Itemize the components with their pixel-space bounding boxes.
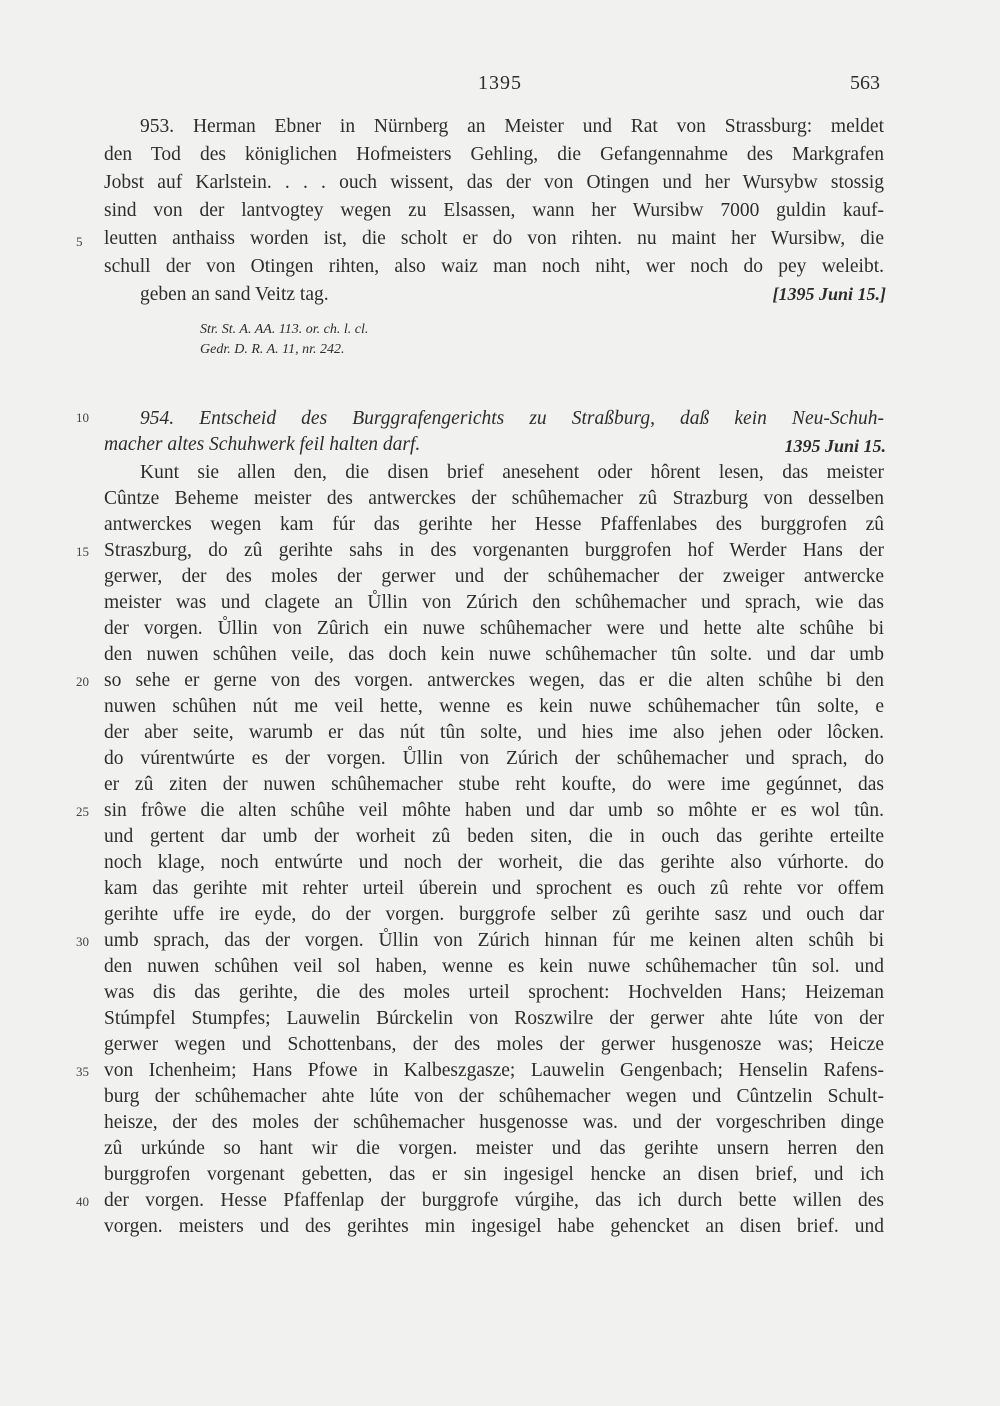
doc953-line: 953. Herman Ebner in Nürnberg an Meister und Rat von Strassburg: meldet [140, 116, 884, 137]
doc954-line: kam das gerihte mit rehter urteil úberein und sprochent es ouch zû rehte vor offem [104, 878, 884, 899]
doc954-line: zû urkúnde so hant wir die vorgen. meister und das gerihte unsern herren den [104, 1138, 884, 1159]
doc954-line: und gertent dar umb der worheit zû beden siten, die in ouch das gerihte erteilte [104, 826, 884, 847]
margin-line-number: 35 [76, 1064, 89, 1079]
margin-line-number: 30 [76, 934, 89, 949]
doc953-line: sind von der lantvogtey wegen zu Elsassen, wann her Wursibw 7000 guldin kauf- [104, 200, 884, 221]
margin-line-number: 15 [76, 544, 89, 559]
doc954-line: den nuwen schûhen veile, das doch kein nuwe schûhemacher tûn solte. und dar umb [104, 644, 884, 665]
doc954-line: Straszburg, do zû gerihte sahs in des vorgenanten burggrofen hof Werder Hans der [104, 540, 884, 561]
running-head-year: 1395 [478, 72, 522, 94]
doc954-line: was dis das gerihte, die des moles urteil sprochent: Hochvelden Hans; Heizeman [104, 982, 884, 1003]
doc953-line: den Tod des königlichen Hofmeisters Gehling, die Gefangennahme des Markgrafen [104, 144, 884, 165]
doc953-citation: Str. St. A. AA. 113. or. ch. l. cl. [200, 322, 369, 337]
doc953-line: schull der von Otingen rihten, also waiz man noch niht, wer noch do pey weleibt. [104, 256, 884, 277]
doc954-line: der aber seite, warumb er das nút tûn solte, und hies ime also jehen oder lôcken. [104, 722, 884, 743]
doc954-line: vorgen. meisters und des gerihtes min ingesigel habe gehencket an disen brief. und [104, 1216, 884, 1237]
doc954-line: von Ichenheim; Hans Pfowe in Kalbeszgasze; Lauwelin Gengenbach; Henselin Rafens- [104, 1060, 884, 1081]
doc954-line: Stúmpfel Stumpfes; Lauwelin Búrckelin von Roszwilre der gerwer ahte lúte von der [104, 1008, 884, 1029]
doc954-line: meister was und clagete an Ůllin von Zúrich den schûhemacher und sprach, wie das [104, 592, 884, 613]
doc954-line: Cûntze Beheme meister des antwerckes der schûhemacher zû Strazburg von desselben [104, 488, 884, 509]
margin-line-number: 40 [76, 1194, 89, 1209]
doc954-line: noch klage, noch entwúrte und noch der worheit, die das gerihte also vúrhorte. do [104, 852, 884, 873]
doc953-date: [1395 Juni 15.] [772, 284, 886, 304]
doc953-citation: Gedr. D. R. A. 11, nr. 242. [200, 342, 345, 357]
doc954-line: heisze, der des moles der schûhemacher husgenosse was. und der vorgeschriben dinge [104, 1112, 884, 1133]
doc954-line: do vúrentwúrte es der vorgen. Ůllin von Zúrich der schûhemacher und sprach, do [104, 748, 884, 769]
doc954-line: Kunt sie allen den, die disen brief anesehent oder hôrent lesen, das meister [140, 462, 884, 483]
doc954-line: gerwer wegen und Schottenbans, der des moles der gerwer husgenosze was; Heicze [104, 1034, 884, 1055]
doc954-line: nuwen schûhen nút me veil hette, wenne es kein nuwe schûhemacher tûn solte, e [104, 696, 884, 717]
margin-line-number: 25 [76, 804, 89, 819]
doc954-line: gerwer, der des moles der gerwer und der schûhemacher der zweiger antwercke [104, 566, 884, 587]
doc954-line: burggrofen vorgenant gebetten, das er sin ingesigel hencke an disen brief, und ich [104, 1164, 884, 1185]
margin-line-number: 10 [76, 410, 89, 425]
margin-line-number: 5 [76, 234, 83, 249]
doc953-line: leutten anthaiss worden ist, die scholt er do von rihten. nu maint her Wursibw, die [104, 228, 884, 249]
doc954-line: sin frôwe die alten schûhe veil môhte haben und dar umb so môhte er es wol tûn. [104, 800, 884, 821]
doc954-title: 954. Entscheid des Burggrafengerichts zu Straßburg, daß kein Neu-Schuh- [140, 408, 884, 429]
doc954-line: gerihte uffe ire eyde, do der vorgen. burggrofe selber zû gerihte sasz und ouch dar [104, 904, 884, 925]
doc954-line: den nuwen schûhen veil sol haben, wenne es kein nuwe schûhemacher tûn sol. und [104, 956, 884, 977]
doc954-date: 1395 Juni 15. [784, 436, 886, 456]
doc953-line: geben an sand Veitz tag. [140, 284, 329, 305]
doc954-line: der vorgen. Ůllin von Zûrich ein nuwe schûhemacher were und hette alte schûhe bi [104, 618, 884, 639]
doc954-line: er zû ziten der nuwen schûhemacher stube reht koufte, do were ime gegúnnet, das [104, 774, 884, 795]
page-number: 563 [850, 72, 880, 94]
doc954-line: burg der schûhemacher ahte lúte von der schûhemacher wegen und Cûntzelin Schult- [104, 1086, 884, 1107]
margin-line-number: 20 [76, 674, 89, 689]
doc954-line: antwerckes wegen kam fúr das gerihte her Hesse Pfaffenlabes des burggrofen zû [104, 514, 884, 535]
doc954-line: so sehe er gerne von des vorgen. antwerckes wegen, das er die alten schûhe bi den [104, 670, 884, 691]
doc954-title: macher altes Schuhwerk feil halten darf. [104, 434, 421, 455]
doc954-line: der vorgen. Hesse Pfaffenlap der burggrofe vúrgihe, das ich durch bette willen des [104, 1190, 884, 1211]
doc953-line: Jobst auf Karlstein. . . . ouch wissent, das der von Otingen und her Wursybw stossig [104, 172, 884, 193]
doc954-line: umb sprach, das der vorgen. Ůllin von Zúrich hinnan fúr me keinen alten schûh bi [104, 930, 884, 951]
